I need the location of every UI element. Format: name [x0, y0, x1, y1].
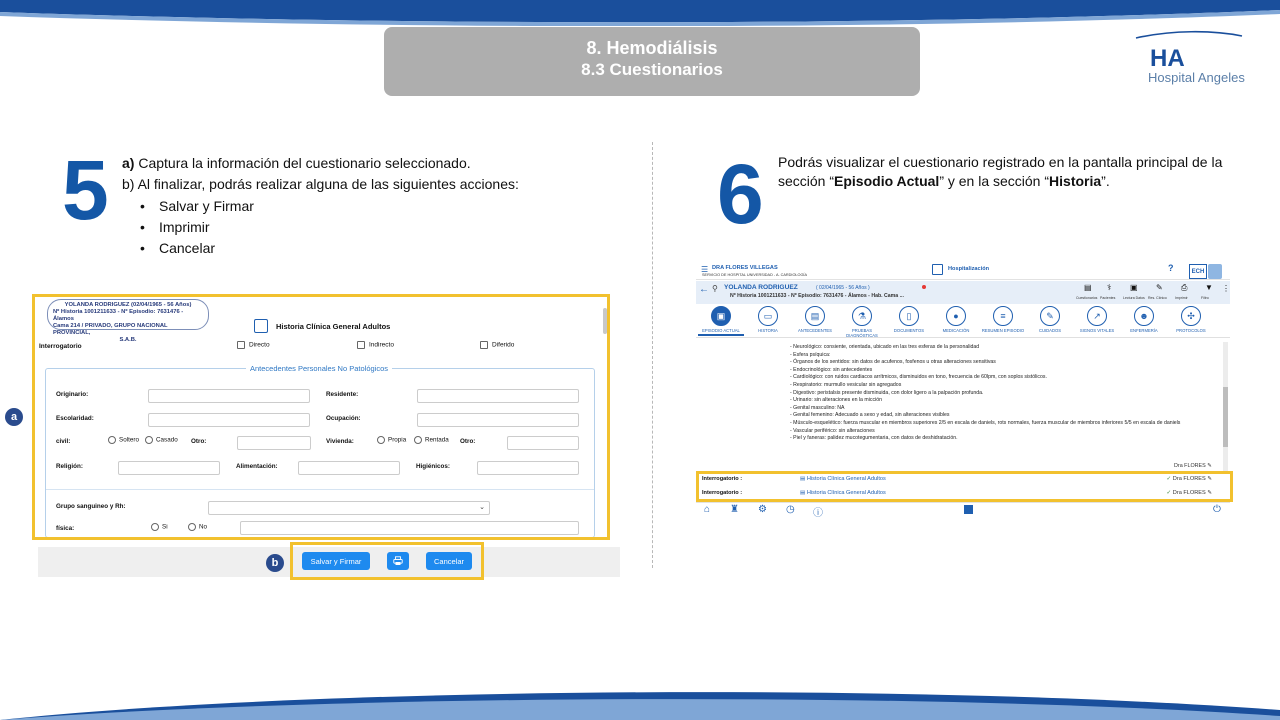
tab-label: ENFERMERÍA [1130, 328, 1158, 333]
tab-pruebas[interactable] [839, 306, 885, 338]
patient-name-line: YOLANDA RODRIGUEZ (02/04/1965 - 56 Años) [64, 302, 192, 308]
option-label: Diferido [492, 341, 515, 349]
radio-label: Si [162, 523, 168, 531]
step5-b: b) Al finalizar, podrás realizar alguna de las siguientes acciones: [122, 176, 519, 192]
calendar-icon[interactable] [964, 505, 973, 514]
patient-ids: Nº Historia 1001211633 - Nº Episodio: 7631476 - Álamos - Hab. Cama ... [730, 293, 904, 299]
edit-icon[interactable]: ✎ [1207, 490, 1212, 496]
originario-label: Originario: [56, 391, 89, 398]
marker-a: a [5, 408, 23, 426]
row-sign-text: Dra FLORES [1172, 490, 1206, 496]
content-line: - Genital masculino: NA [790, 404, 845, 411]
doctor-name: DRA FLORES VILLEGAS [712, 265, 778, 271]
clipboard-icon: ▤ [805, 306, 825, 326]
option-label: Directo [249, 341, 270, 349]
step5-actions-list [140, 196, 522, 259]
tab-documentos[interactable] [886, 306, 932, 333]
step-number-6: 6 [717, 147, 764, 241]
step6-instructions [778, 153, 1228, 191]
content-scrollbar[interactable] [1223, 342, 1228, 472]
patients-tool-icon[interactable]: ⚕ [1107, 283, 1112, 292]
content-line: - Piel y faneras: palidez mucotegumentaria, con datos de deshidratación. [790, 435, 958, 442]
signature-text: Dra FLORES [1174, 463, 1206, 469]
home-icon[interactable]: ⌂ [704, 504, 711, 515]
binoculars-icon[interactable]: ♜ [730, 504, 739, 515]
tool-label[interactable]: Filtro [1201, 296, 1209, 300]
radio-label: Rentada [425, 436, 449, 444]
patient-age: ( 02/04/1965 - 56 Años ) [816, 285, 870, 291]
step5-a-label: a) [122, 155, 135, 171]
patient-name: YOLANDA RODRIGUEZ [724, 284, 798, 291]
cancel-button[interactable]: Cancelar [426, 552, 472, 570]
tab-label: MEDICACIÓN [942, 328, 970, 333]
tab-label: ANTECEDENTES [798, 328, 832, 333]
patient-history-line: Nº Historia 1001211633 - Nº Episodio: 7631476 - Álamos [53, 309, 184, 322]
edit-icon[interactable]: ✎ [1207, 476, 1212, 482]
alert-dot-icon [922, 285, 926, 289]
tab-medicacion[interactable] [933, 306, 979, 333]
row-value-text: Historia Clínica General Adultos [806, 490, 886, 496]
step6-text-1: Podrás visualizar el cuestionario registrado en la pantalla principal de la sección “ [778, 154, 1223, 189]
fisica-label: física: [56, 525, 75, 532]
print-tool-icon[interactable]: ⎙ [1181, 283, 1188, 292]
edit-icon[interactable]: ✎ [1207, 463, 1212, 469]
content-line: - Endocrinológico: sin antecedentes [790, 366, 873, 373]
info-icon[interactable]: ⓘ [813, 508, 823, 519]
gear-icon[interactable]: ⚙ [758, 504, 767, 515]
tab-label: SIGNOS VITALES [1079, 328, 1115, 333]
tab-protocolos[interactable] [1168, 306, 1214, 333]
action-item: • Salvar y Firmar [140, 196, 522, 217]
tab-resumen[interactable] [980, 306, 1026, 333]
residente-label: Residente: [326, 391, 359, 398]
row-key: Interrogatorio : [702, 490, 743, 496]
pills-icon: ● [946, 306, 966, 326]
section-subtitle: 8.3 Cuestionarios [581, 60, 723, 79]
step5-instructions [122, 153, 522, 259]
logo-name: Hospital Angeles [1148, 70, 1245, 85]
step-number-5: 5 [62, 143, 109, 237]
bottom-wave-decoration [0, 680, 1280, 720]
reading-tool-icon[interactable]: ▣ [1130, 283, 1138, 292]
section-title: 8. Hemodiálisis [586, 38, 718, 58]
content-line: - Órganos de los sentidos: sin datos de acufenos, fosfenos u otras alteraciones sensitivas [790, 359, 996, 366]
tab-label: PRUEBAS DIAGNÓSTICAS [846, 328, 878, 338]
menu-icon[interactable]: ☰ [701, 265, 709, 274]
radio-label: No [199, 523, 208, 531]
ech-badge: ECH [1189, 264, 1207, 279]
tab-signos-vitales[interactable] [1074, 306, 1120, 333]
tool-label[interactable]: Lectura Datos [1123, 296, 1145, 300]
top-wave-decoration [0, 0, 1280, 26]
content-line: - Genital femenino: Adecuado a sexo y edad, sin alteraciones visibles [790, 412, 950, 419]
interrogatorio-label: Interrogatorio [39, 343, 82, 350]
folder-icon: ▭ [758, 306, 778, 326]
content-line: - Músculo-esquelético: fuerza muscular en miembros superiores 2/5 en escala de daniels, rots normales, fuerza muscular de miembros inferiores 5/5 en escala de daniels [790, 419, 1181, 426]
higienicos-label: Higiénicos: [416, 463, 450, 470]
ocupacion-label: Ocupación: [326, 415, 361, 422]
filter-icon[interactable]: ▼ [1205, 283, 1213, 292]
more-menu-icon[interactable]: ⋮ [1222, 284, 1230, 293]
column-divider [652, 142, 653, 568]
save-sign-button[interactable]: Salvar y Firmar [302, 552, 370, 570]
clinical-tool-icon[interactable]: ✎ [1156, 283, 1163, 292]
step6-text-3: ”. [1101, 173, 1110, 189]
grupo-sanguineo-label: Grupo sanguineo y Rh: [56, 503, 126, 510]
snowflake-icon [1208, 264, 1222, 279]
content-line: - Respiratorio: murmullo vesicular sin agregados [790, 381, 902, 388]
tab-label: DOCUMENTOS [893, 328, 925, 333]
chart-icon: ↗ [1087, 306, 1107, 326]
tab-enfermeria[interactable] [1121, 306, 1167, 333]
tab-antecedentes[interactable] [792, 306, 838, 333]
vivienda-label: Vivienda: [326, 438, 354, 445]
step5-a-text: Captura la información del cuestionario seleccionado. [134, 155, 471, 171]
content-line: - Urinario: sin alteraciones en la micción [790, 397, 882, 404]
doctor-service: SERVICIO DE HOSPITAL UNIVERSIDAD - A. CARDIOLOGÍA [702, 273, 807, 277]
civil-label: civil: [56, 438, 71, 445]
clock-icon[interactable]: ◷ [786, 504, 795, 515]
summary-icon: ≡ [993, 306, 1013, 326]
radio-label: Propia [388, 436, 407, 444]
signed-check-icon: ✓ [1166, 476, 1172, 482]
help-icon[interactable]: ? [1168, 263, 1174, 273]
row-key: Interrogatorio : [702, 476, 743, 482]
step6-bold-episodio: Episodio Actual [834, 173, 940, 189]
row-value-text: Historia Clínica General Adultos [806, 476, 886, 482]
patient-bar [696, 281, 1230, 304]
tab-label: EPISODIO ACTUAL [702, 328, 740, 333]
logo-mark: HA [1150, 45, 1185, 72]
radio-label: Soltero [119, 436, 139, 444]
highlight-frame-buttons [290, 542, 484, 580]
tool-label[interactable]: Pacientes [1100, 296, 1116, 300]
form-title: Historia Clínica General Adultos [276, 322, 391, 331]
otro-civil-label: Otro: [191, 438, 207, 445]
app-top-bar [696, 262, 1230, 280]
questionnaire-tool-icon[interactable]: ▤ [1084, 283, 1092, 292]
tab-label: CUIDADOS [1038, 328, 1062, 333]
step6-text-2: ” y en la sección “ [939, 173, 1050, 189]
content-line: - Vascular periférico: sin alteraciones [790, 427, 875, 434]
document-icon: ▤ [800, 476, 806, 482]
flask-icon: ⚗ [852, 306, 872, 326]
tool-label[interactable]: Imprimir [1175, 296, 1188, 300]
fieldset-legend: Antecedentes Personales No Patológicos [246, 364, 392, 373]
highlight-frame-form [32, 294, 610, 540]
episode-icon: ▣ [711, 306, 731, 326]
tab-label: RESUMEN EPISODIO [981, 328, 1025, 333]
tab-label: HISTORIA [758, 328, 778, 333]
step5-a [122, 153, 522, 174]
option-label: Indirecto [369, 341, 394, 349]
escolaridad-label: Escolaridad: [56, 415, 94, 422]
content-line: - Esfera psíquica: [790, 351, 831, 358]
protocol-icon: ✣ [1181, 306, 1201, 326]
document-icon: ▤ [800, 490, 806, 496]
location-pin-icon: ⚲ [712, 284, 718, 293]
module-name: Hospitalización [948, 266, 990, 272]
signed-check-icon: ✓ [1166, 490, 1172, 496]
religion-label: Religión: [56, 463, 83, 470]
tab-historia[interactable] [745, 306, 791, 333]
tool-label[interactable]: Cuestionarios [1076, 296, 1098, 300]
section-header [384, 27, 920, 96]
alimentacion-label: Alimentación: [236, 463, 278, 470]
patient-insurer-line: S.A.B. [119, 337, 137, 343]
nurse-icon: ☻ [1134, 306, 1154, 326]
content-line: - Digestivo: peristalsis presente disminuida, con dolor ligero a la palpación profunda. [790, 389, 984, 396]
otro-vivienda-label: Otro: [460, 438, 476, 445]
content-line: - Neurológico: consiente, orientada, ubicado en las tres esferas de la personalidad [790, 344, 980, 350]
action-item: • Cancelar [140, 238, 522, 259]
patient-bed-line: Cama 214 / PRIVADO, GRUPO NACIONAL PROVINCIAL, [53, 323, 168, 336]
scroll-thumb[interactable] [1223, 387, 1228, 447]
pencil-icon: ✎ [1040, 306, 1060, 326]
tab-episodio-actual[interactable] [698, 306, 744, 336]
row-sign-text: Dra FLORES [1172, 476, 1206, 482]
hospital-module-icon [932, 264, 943, 275]
tool-label[interactable]: Res. Clínico [1148, 296, 1167, 300]
action-item: • Imprimir [140, 217, 522, 238]
back-arrow-icon[interactable]: ← [699, 284, 709, 295]
document-icon: ▯ [899, 306, 919, 326]
step6-bold-historia: Historia [1049, 173, 1102, 189]
app-bottom-bar [696, 502, 1230, 518]
tab-label: PROTOCOLOS [1176, 328, 1206, 333]
radio-label: Casado [156, 436, 178, 444]
section-nav [696, 304, 1230, 338]
content-line: - Cardiológico: con ruidos cardiacos arrítmicos, disminuidos en tono, frecuencia de 60lpm, con soplos sistólicos. [790, 374, 1047, 381]
power-icon[interactable]: ⏻ [1213, 504, 1221, 515]
highlight-frame-rows [696, 471, 1233, 502]
marker-b: b [266, 554, 284, 572]
tab-cuidados[interactable] [1027, 306, 1073, 333]
content-signature [1174, 463, 1212, 469]
history-content [790, 344, 1220, 443]
